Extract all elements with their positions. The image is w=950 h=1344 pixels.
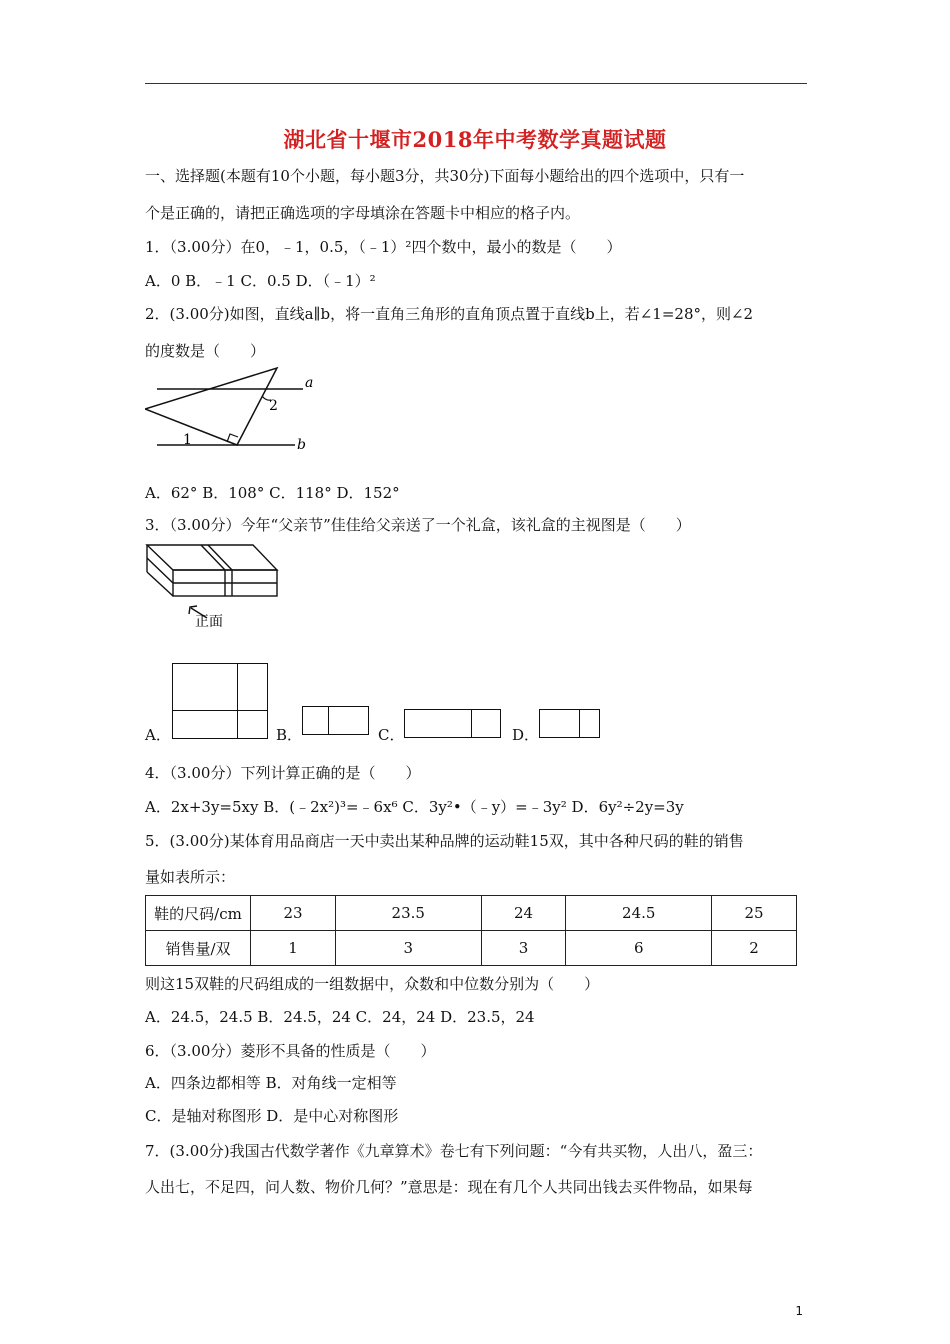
right-triangle [145,368,277,445]
q2-stem-line2: 的度数是（ ） [145,342,266,360]
q6-options-line2: C．是轴对称图形 D．是中心对称图形 [145,1107,399,1125]
row-header: 鞋的尺码/cm [146,896,251,931]
section-instructions-line1: 一、选择题(本题有10个小题，每小题3分，共30分)下面每小题给出的四个选项中，只有一 [145,167,745,185]
q3-option-d-label: D． [512,726,540,744]
right-angle-mark [227,434,238,442]
q2-figure [145,365,315,460]
table-cell: 1 [251,931,336,966]
label-b: b [297,437,306,453]
q2-options: A．62° B．108° C．118° D．152° [145,484,400,502]
row-header: 销售量/双 [146,931,251,966]
table-cell: 23 [251,896,336,931]
q5-stem-line2: 量如表所示： [145,868,236,886]
label-a: a [305,375,314,391]
table-cell: 3 [481,931,566,966]
label-angle1: 1 [183,432,192,448]
table-cell: 23.5 [335,896,481,931]
q3-stem: 3．（3.00分）今年“父亲节”佳佳给父亲送了一个礼盒，该礼盒的主视图是（ ） [145,516,691,534]
q3-option-a-label: A． [145,726,171,744]
table-cell: 2 [712,931,797,966]
table-row [146,896,797,931]
q5-stem-line1: 5．(3.00分)某体育用品商店一天中卖出某种品牌的运动鞋15双，其中各种尺码的鞋的销售 [145,832,744,850]
q6-stem: 6．（3.00分）菱形不具备的性质是（ ） [145,1042,436,1060]
q4-stem: 4．（3.00分）下列计算正确的是（ ） [145,764,421,782]
q3-option-a-figure [172,663,268,739]
q4-options: A．2x+3y=5xy B．(﹣2x²)³=﹣6x⁶ C．3y²•（﹣y）=﹣3y² D．6y²÷2y=3y [145,798,684,816]
q5-options: A．24.5，24.5 B．24.5，24 C．24，24 D．23.5，24 [145,1008,535,1026]
table-cell: 24.5 [566,896,712,931]
q2-stem-line1: 2．(3.00分)如图，直线a∥b，将一直角三角形的直角顶点置于直线b上，若∠1=28°，则∠2 [145,305,754,323]
section-instructions-line2: 个是正确的，请把正确选项的字母填涂在答题卡中相应的格子内。 [145,204,581,222]
q3-option-b-label: B． [276,726,303,744]
table-cell: 25 [712,896,797,931]
page-title: 湖北省十堰市2018年中考数学真题试题 [283,127,667,152]
label-angle2: 2 [269,398,278,414]
q6-options-line1: A．四条边都相等 B．对角线一定相等 [145,1074,397,1092]
q1-stem: 1．（3.00分）在0，﹣1，0.5，（﹣1）²四个数中，最小的数是（ ） [145,238,622,256]
table-row [146,931,797,966]
table-cell: 24 [481,896,566,931]
table-cell: 6 [566,931,712,966]
q5-question: 则这15双鞋的尺码组成的一组数据中，众数和中位数分别为（ ） [145,975,600,993]
front-view-label: 正面 [195,614,223,630]
q7-stem-line1: 7．(3.00分)我国古代数学著作《九章算术》卷七有下列问题：“今有共买物，人出八，盈三： [145,1142,763,1160]
q3-option-c-label: C． [378,726,405,744]
page-number: 1 [795,1304,803,1318]
header-rule [145,83,807,84]
shoe-size-table [145,895,797,966]
table-cell: 3 [335,931,481,966]
q3-gift-box-figure [145,540,280,635]
q3-option-b-figure [302,706,369,735]
q3-option-c-figure [404,709,501,738]
q1-options: A．0 B．﹣1 C．0.5 D．（﹣1）² [145,272,376,290]
q7-stem-line2: 人出七，不足四，问人数、物价几何？”意思是：现在有几个人共同出钱去买件物品，如果每 [145,1178,753,1196]
q3-option-d-figure [539,709,600,738]
